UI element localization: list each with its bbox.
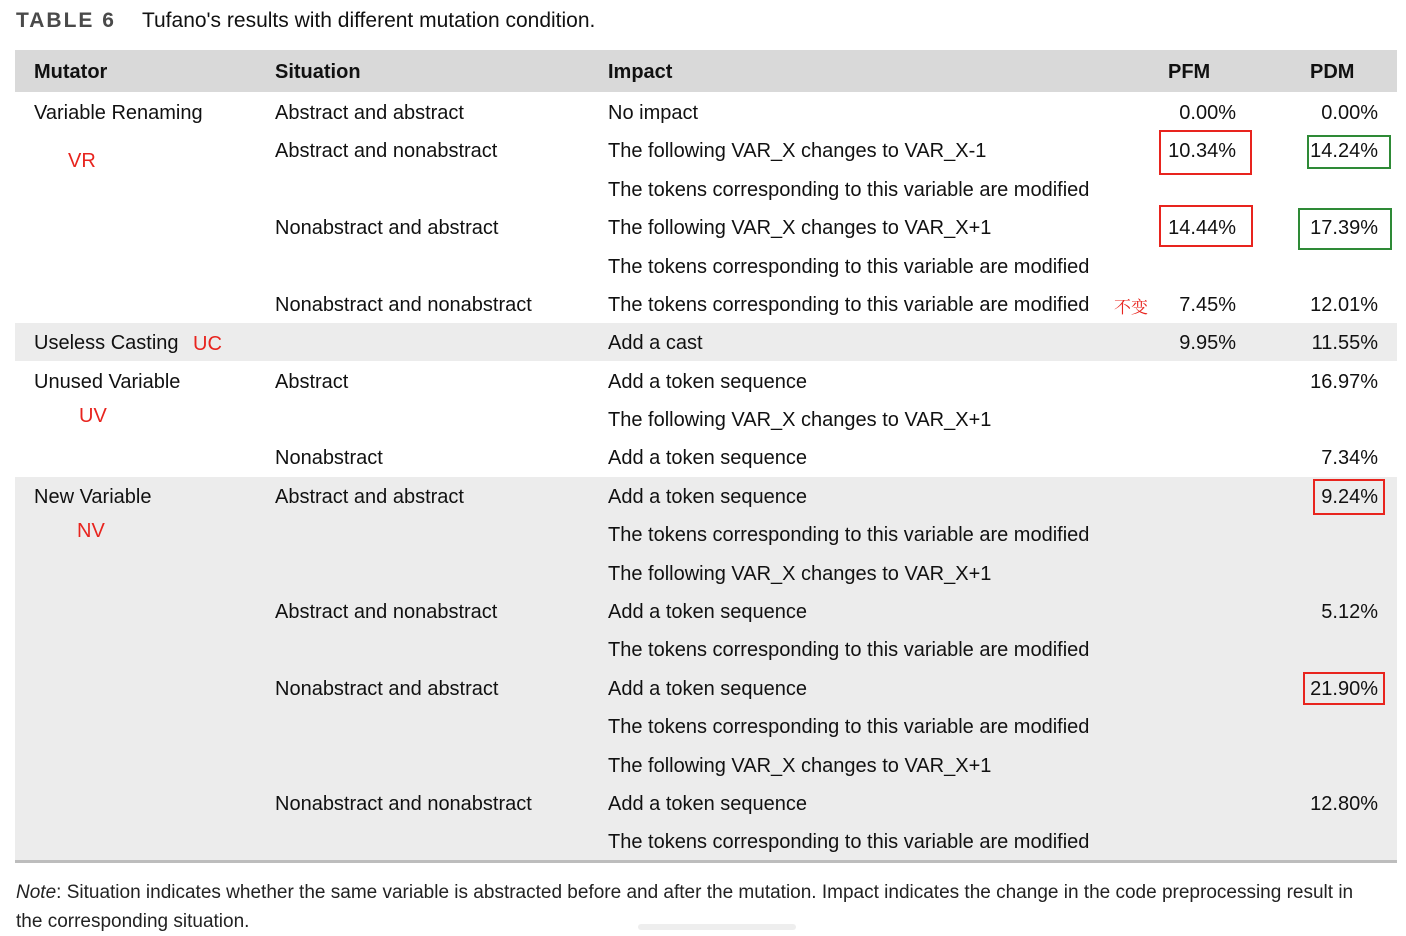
cell-pdm: 16.97% bbox=[1310, 371, 1378, 393]
cell-pdm: 12.80% bbox=[1310, 793, 1378, 815]
cell-pfm: 14.44% bbox=[1168, 217, 1236, 239]
cell-impact: Add a token sequence bbox=[608, 678, 808, 700]
cell-impact: The tokens corresponding to this variable are modified bbox=[608, 639, 1090, 661]
annotation-vr: VR bbox=[68, 150, 96, 172]
cell-impact: The tokens corresponding to this variable are modified bbox=[608, 716, 1090, 738]
header-pfm: PFM bbox=[1168, 61, 1211, 83]
cell-pdm: 12.01% bbox=[1310, 294, 1378, 316]
note-text: : Situation indicates whether the same variable is abstracted before and after the mutation. Impact indicates the change in the code preprocessing result in the corresponding situation. bbox=[16, 882, 1354, 932]
cell-situation: Nonabstract and nonabstract bbox=[275, 793, 532, 815]
cell-situation: Nonabstract and nonabstract bbox=[275, 294, 532, 316]
cell-impact: The tokens corresponding to this variable are modified bbox=[608, 256, 1090, 278]
highlight-box-red bbox=[1313, 479, 1385, 515]
cell-mutator: Unused Variable bbox=[34, 371, 181, 393]
annotation-uc: UC bbox=[193, 333, 222, 355]
cell-impact: No impact bbox=[608, 102, 699, 124]
highlight-box-red bbox=[1159, 130, 1252, 175]
cell-mutator: Useless Casting bbox=[34, 332, 179, 354]
highlight-box-red bbox=[1159, 205, 1253, 247]
cell-situation: Abstract and abstract bbox=[275, 102, 464, 124]
header-mutator: Mutator bbox=[34, 61, 108, 83]
cell-impact: The tokens corresponding to this variable are modified bbox=[608, 179, 1090, 201]
cell-impact: The tokens corresponding to this variable are modified bbox=[608, 831, 1090, 853]
cell-pdm: 5.12% bbox=[1321, 601, 1378, 623]
cell-impact: Add a token sequence bbox=[608, 793, 808, 815]
header-situation: Situation bbox=[275, 61, 361, 83]
table-bottom-rule bbox=[15, 860, 1397, 863]
highlight-box-green bbox=[1298, 208, 1392, 250]
cell-impact: Add a token sequence bbox=[608, 601, 808, 623]
table-caption bbox=[16, 9, 595, 33]
cell-impact: Add a cast bbox=[608, 332, 703, 354]
annotation-uv: UV bbox=[79, 405, 107, 427]
highlight-box-green bbox=[1307, 135, 1391, 169]
table-title: Tufano's results with different mutation condition. bbox=[141, 9, 596, 32]
cell-situation: Nonabstract and abstract bbox=[275, 678, 499, 700]
cell-pfm: 10.34% bbox=[1168, 140, 1236, 162]
cell-pdm: 7.34% bbox=[1321, 447, 1378, 469]
note-label: Note bbox=[16, 882, 57, 903]
annotation-unchanged: 不变 bbox=[1114, 298, 1148, 317]
cell-pfm: 0.00% bbox=[1179, 102, 1236, 124]
cell-situation: Nonabstract and abstract bbox=[275, 217, 499, 239]
cell-pdm: 14.24% bbox=[1310, 140, 1378, 162]
cell-situation: Abstract bbox=[275, 371, 349, 393]
cell-impact: The tokens corresponding to this variable are modified bbox=[608, 294, 1090, 316]
cell-impact: The following VAR_X changes to VAR_X+1 bbox=[608, 409, 992, 431]
footer-bar bbox=[638, 924, 796, 930]
cell-impact: The following VAR_X changes to VAR_X-1 bbox=[608, 140, 987, 162]
cell-impact: Add a token sequence bbox=[608, 371, 808, 393]
cell-impact: The following VAR_X changes to VAR_X+1 bbox=[608, 217, 992, 239]
annotation-nv: NV bbox=[77, 520, 105, 542]
cell-impact: Add a token sequence bbox=[608, 447, 808, 469]
cell-impact: The following VAR_X changes to VAR_X+1 bbox=[608, 755, 992, 777]
cell-mutator: Variable Renaming bbox=[34, 102, 203, 124]
table-label: TABLE 6 bbox=[16, 9, 116, 32]
highlight-box-red bbox=[1303, 672, 1385, 705]
cell-impact: The tokens corresponding to this variable are modified bbox=[608, 524, 1090, 546]
cell-pdm: 21.90% bbox=[1310, 678, 1378, 700]
cell-pfm: 9.95% bbox=[1179, 332, 1236, 354]
cell-pfm: 7.45% bbox=[1179, 294, 1236, 316]
cell-pdm: 9.24% bbox=[1321, 486, 1378, 508]
cell-mutator: New Variable bbox=[34, 486, 152, 508]
header-pdm: PDM bbox=[1310, 61, 1355, 83]
cell-situation: Abstract and nonabstract bbox=[275, 601, 498, 623]
header-impact: Impact bbox=[608, 61, 673, 83]
cell-pdm: 11.55% bbox=[1311, 332, 1378, 354]
cell-impact: Add a token sequence bbox=[608, 486, 808, 508]
cell-pdm: 0.00% bbox=[1321, 102, 1378, 124]
cell-situation: Abstract and abstract bbox=[275, 486, 464, 508]
cell-situation: Nonabstract bbox=[275, 447, 383, 469]
cell-situation: Abstract and nonabstract bbox=[275, 140, 498, 162]
cell-impact: The following VAR_X changes to VAR_X+1 bbox=[608, 563, 992, 585]
cell-pdm: 17.39% bbox=[1310, 217, 1378, 239]
